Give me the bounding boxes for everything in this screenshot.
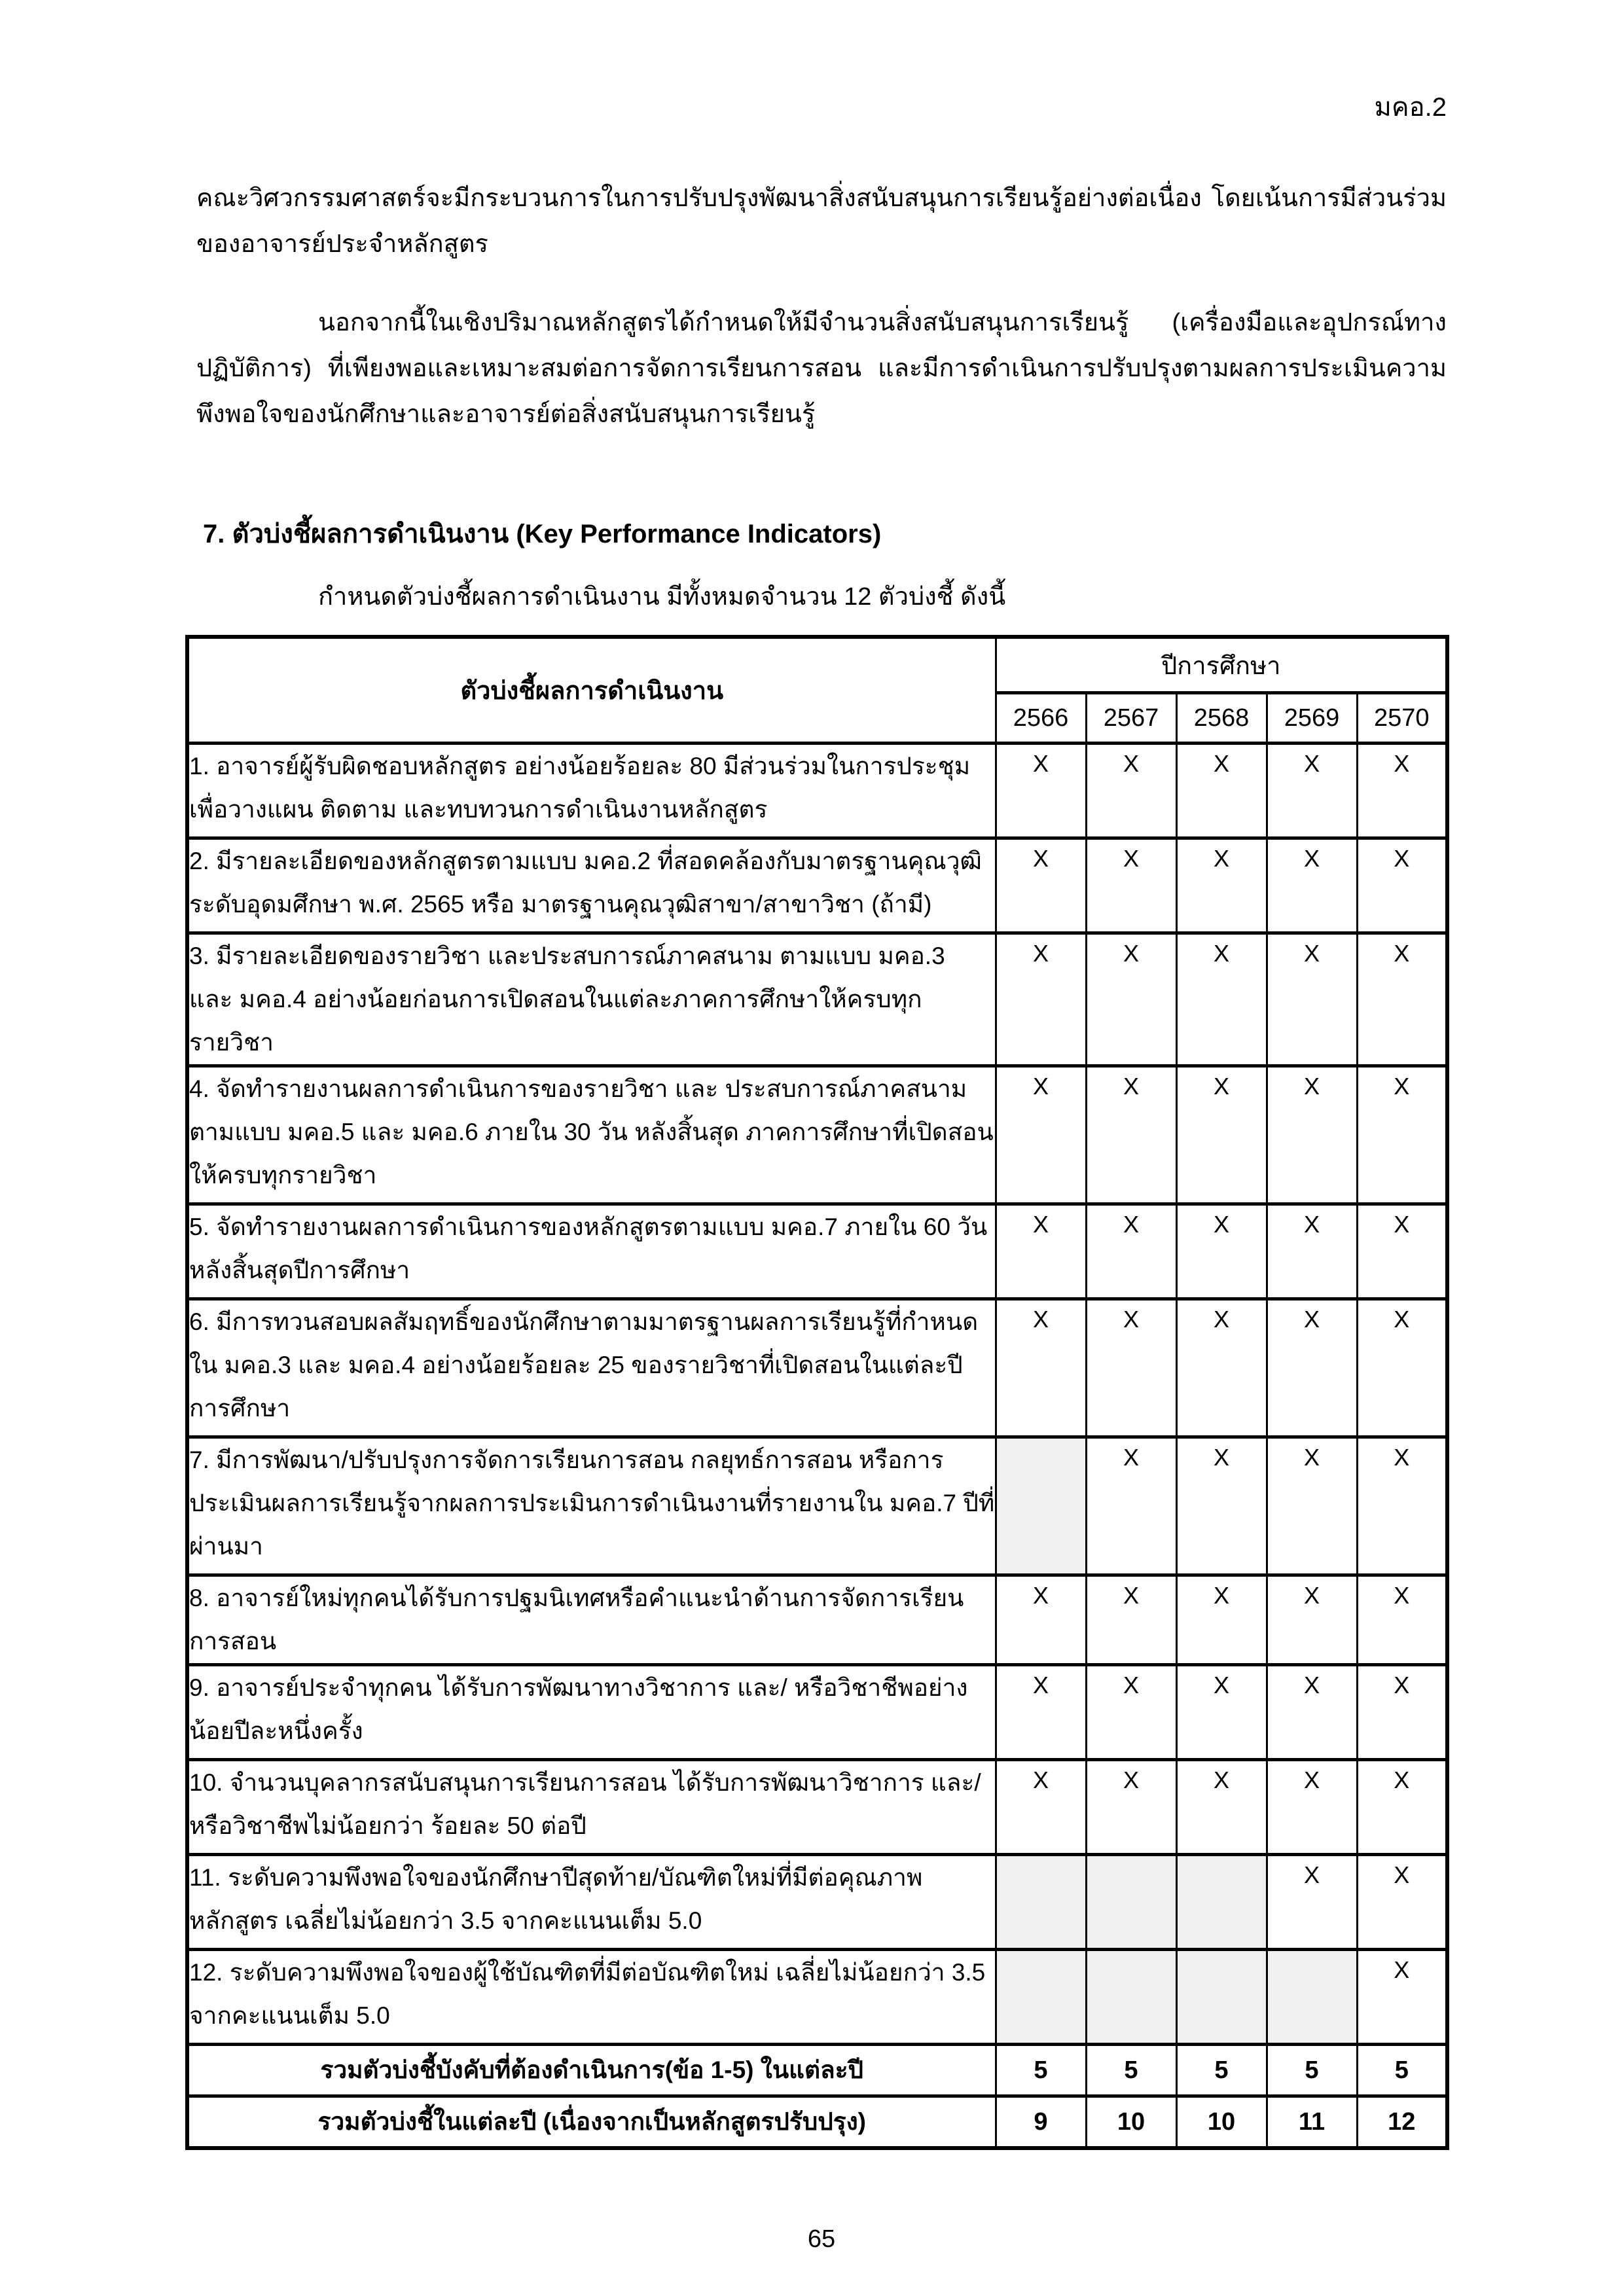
summary-label: รวมตัวบ่งชี้บังคับที่ต้องดำเนินการ(ข้อ 1-5) ในแต่ละปี (187, 2045, 996, 2096)
summary-value: 5 (996, 2045, 1086, 2096)
mark-cell: X (1357, 838, 1447, 933)
kpi-label: 10. จำนวนบุคลากรสนับสนุนการเรียนการสอน ได้รับการพัฒนาวิชาการ และ/หรือวิชาชีพไม่น้อยกว่า ร้อยละ 50 ต่อปี (187, 1760, 996, 1855)
summary-value: 10 (1176, 2096, 1267, 2149)
mark-cell: X (1086, 1437, 1176, 1575)
mark-cell: X (1086, 1665, 1176, 1760)
mark-cell: X (1357, 1950, 1447, 2045)
summary-value: 10 (1086, 2096, 1176, 2149)
mark-cell: X (1267, 1299, 1357, 1437)
page-number: 65 (807, 2225, 836, 2253)
mark-cell: X (1176, 744, 1267, 838)
mark-cell: X (1176, 1665, 1267, 1760)
kpi-row (187, 1760, 1447, 1855)
mark-cell-empty (996, 1855, 1086, 1950)
paragraph-learning-support: คณะวิศวกรรมศาสตร์จะมีกระบวนการในการปรับปรุงพัฒนาสิ่งสนับสนุนการเรียนรู้อย่างต่อเนื่อง โดยเน้นการมีส่วนร่วมของอาจารย์ประจำหลักสูตร (196, 185, 1447, 258)
mark-cell: X (1357, 744, 1447, 838)
mark-cell-empty (1086, 1950, 1176, 2045)
mark-cell: X (996, 744, 1086, 838)
mark-cell: X (1267, 1066, 1357, 1204)
kpi-row (187, 1066, 1447, 1204)
mark-cell: X (1176, 1066, 1267, 1204)
doc-code-label: มคอ.2 (1374, 93, 1447, 122)
mark-cell: X (1176, 1299, 1267, 1437)
mark-cell: X (1267, 744, 1357, 838)
mark-cell: X (1086, 1760, 1176, 1855)
year-header-2570: 2570 (1357, 693, 1447, 744)
mark-cell: X (1357, 1299, 1447, 1437)
mark-cell-empty (1176, 1950, 1267, 2045)
mark-cell-empty (1086, 1855, 1176, 1950)
mark-cell: X (1086, 1204, 1176, 1299)
mark-cell: X (1267, 838, 1357, 933)
mark-cell: X (1357, 1665, 1447, 1760)
mark-cell: X (996, 1575, 1086, 1665)
summary-value: 5 (1086, 2045, 1176, 2096)
mark-cell: X (1086, 1575, 1176, 1665)
mark-cell: X (1086, 744, 1176, 838)
year-header-2567: 2567 (1086, 693, 1176, 744)
mark-cell: X (1267, 1437, 1357, 1575)
mark-cell-empty (1267, 1950, 1357, 2045)
summary-value: 5 (1267, 2045, 1357, 2096)
kpi-label: 9. อาจารย์ประจำทุกคน ได้รับการพัฒนาทางวิชาการ และ/ หรือวิชาชีพอย่างน้อยปีละหนึ่งครั้ง (187, 1665, 996, 1760)
kpi-row (187, 1299, 1447, 1437)
mark-cell: X (996, 1066, 1086, 1204)
mark-cell: X (1176, 1760, 1267, 1855)
year-header-2566: 2566 (996, 693, 1086, 744)
summary-row (187, 2096, 1447, 2149)
summary-row (187, 2045, 1447, 2096)
kpi-row (187, 744, 1447, 838)
kpi-row (187, 1204, 1447, 1299)
mark-cell: X (1357, 1066, 1447, 1204)
mark-cell-empty (1176, 1855, 1267, 1950)
mark-cell: X (996, 1204, 1086, 1299)
summary-value: 5 (1357, 2045, 1447, 2096)
mark-cell: X (1357, 933, 1447, 1066)
mark-cell: X (1176, 838, 1267, 933)
kpi-row (187, 1950, 1447, 2045)
mark-cell-empty (996, 1950, 1086, 2045)
kpi-label: 7. มีการพัฒนา/ปรับปรุงการจัดการเรียนการสอน กลยุทธ์การสอน หรือการประเมินผลการเรียนรู้จากผลการประเมินการดำเนินงานที่รายงานใน มคอ.7 ปีที่ผ่านมา (187, 1437, 996, 1575)
mark-cell: X (1176, 933, 1267, 1066)
mark-cell: X (1267, 1760, 1357, 1855)
year-header-2568: 2568 (1176, 693, 1267, 744)
mark-cell: X (1086, 838, 1176, 933)
kpi-table (185, 635, 1449, 2150)
kpi-row (187, 1575, 1447, 1665)
mark-cell: X (1267, 933, 1357, 1066)
kpi-label: 12. ระดับความพึงพอใจของผู้ใช้บัณฑิตที่มีต่อบัณฑิตใหม่ เฉลี่ยไม่น้อยกว่า 3.5 จากคะแนนเต็ม 5.0 (187, 1950, 996, 2045)
kpi-label: 11. ระดับความพึงพอใจของนักศึกษาปีสุดท้าย/บัณฑิตใหม่ที่มีต่อคุณภาพหลักสูตร เฉลี่ยไม่น้อยกว่า 3.5 จากคะแนนเต็ม 5.0 (187, 1855, 996, 1950)
mark-cell: X (1176, 1575, 1267, 1665)
academic-year-group-header: ปีการศึกษา (996, 637, 1447, 693)
summary-value: 5 (1176, 2045, 1267, 2096)
mark-cell: X (1267, 1204, 1357, 1299)
kpi-label: 4. จัดทำรายงานผลการดำเนินการของรายวิชา และ ประสบการณ์ภาคสนาม ตามแบบ มคอ.5 และ มคอ.6 ภายใน 30 วัน หลังสิ้นสุด ภาคการศึกษาที่เปิดสอนให้ครบทุกรายวิชา (187, 1066, 996, 1204)
mark-cell: X (1357, 1575, 1447, 1665)
mark-cell: X (1357, 1437, 1447, 1575)
kpi-label: 2. มีรายละเอียดของหลักสูตรตามแบบ มคอ.2 ที่สอดคล้องกับมาตรฐานคุณวุฒิระดับอุดมศึกษา พ.ศ. 2565 หรือ มาตรฐานคุณวุฒิสาขา/สาขาวิชา (ถ้ามี) (187, 838, 996, 933)
mark-cell: X (996, 933, 1086, 1066)
kpi-label: 6. มีการทวนสอบผลสัมฤทธิ์ของนักศึกษาตามมาตรฐานผลการเรียนรู้ที่กำหนดใน มคอ.3 และ มคอ.4 อย่างน้อยร้อยละ 25 ของรายวิชาที่เปิดสอนในแต่ละปีการศึกษา (187, 1299, 996, 1437)
mark-cell: X (1267, 1665, 1357, 1760)
kpi-label: 1. อาจารย์ผู้รับผิดชอบหลักสูตร อย่างน้อยร้อยละ 80 มีส่วนร่วมในการประชุมเพื่อวางแผน ติดตาม และทบทวนการดำเนินงานหลักสูตร (187, 744, 996, 838)
year-header-2569: 2569 (1267, 693, 1357, 744)
kpi-label: 8. อาจารย์ใหม่ทุกคนได้รับการปฐมนิเทศหรือคำแนะนำด้านการจัดการเรียนการสอน (187, 1575, 996, 1665)
mark-cell-empty (996, 1437, 1086, 1575)
summary-value: 11 (1267, 2096, 1357, 2149)
mark-cell: X (1176, 1437, 1267, 1575)
kpi-row (187, 1855, 1447, 1950)
mark-cell: X (1357, 1855, 1447, 1950)
mark-cell: X (1086, 933, 1176, 1066)
mark-cell: X (1086, 1299, 1176, 1437)
kpi-row (187, 1665, 1447, 1760)
kpi-row (187, 1437, 1447, 1575)
summary-label: รวมตัวบ่งชี้ในแต่ละปี (เนื่องจากเป็นหลักสูตรปรับปรุง) (187, 2096, 996, 2149)
kpi-row (187, 933, 1447, 1066)
mark-cell: X (1357, 1760, 1447, 1855)
mark-cell: X (1357, 1204, 1447, 1299)
mark-cell: X (996, 838, 1086, 933)
kpi-label: 5. จัดทำรายงานผลการดำเนินการของหลักสูตรตามแบบ มคอ.7 ภายใน 60 วัน หลังสิ้นสุดปีการศึกษา (187, 1204, 996, 1299)
section-heading-kpi: 7. ตัวบ่งชี้ผลการดำเนินงาน (Key Performance Indicators) (203, 520, 882, 548)
table-header-row-group (187, 637, 1447, 693)
mark-cell: X (996, 1665, 1086, 1760)
summary-value: 12 (1357, 2096, 1447, 2149)
mark-cell: X (1267, 1575, 1357, 1665)
mark-cell: X (1086, 1066, 1176, 1204)
kpi-column-header: ตัวบ่งชี้ผลการดำเนินงาน (187, 637, 996, 744)
mark-cell: X (996, 1299, 1086, 1437)
kpi-label: 3. มีรายละเอียดของรายวิชา และประสบการณ์ภาคสนาม ตามแบบ มคอ.3 และ มคอ.4 อย่างน้อยก่อนการเปิดสอนในแต่ละภาคการศึกษาให้ครบทุกรายวิชา (187, 933, 996, 1066)
paragraph-quantitative: นอกจากนี้ในเชิงปริมาณหลักสูตรได้กำหนดให้มีจำนวนสิ่งสนับสนุนการเรียนรู้ (เครื่องมือและอุปกรณ์ทางปฏิบัติการ) ที่เพียงพอและเหมาะสมต่อการจัดการเรียนการสอน และมีการดำเนินการปรับปรุงตามผลการประเมินความพึงพอใจของนักศึกษาและอาจารย์ต่อสิ่งสนับสนุนการเรียนรู้ (196, 309, 1447, 428)
mark-cell: X (1176, 1204, 1267, 1299)
section-intro: กำหนดตัวบ่งชี้ผลการดำเนินงาน มีทั้งหมดจำนวน 12 ตัวบ่งชี้ ดังนี้ (318, 583, 1006, 611)
mark-cell: X (996, 1760, 1086, 1855)
mark-cell: X (1267, 1855, 1357, 1950)
summary-value: 9 (996, 2096, 1086, 2149)
kpi-row (187, 838, 1447, 933)
